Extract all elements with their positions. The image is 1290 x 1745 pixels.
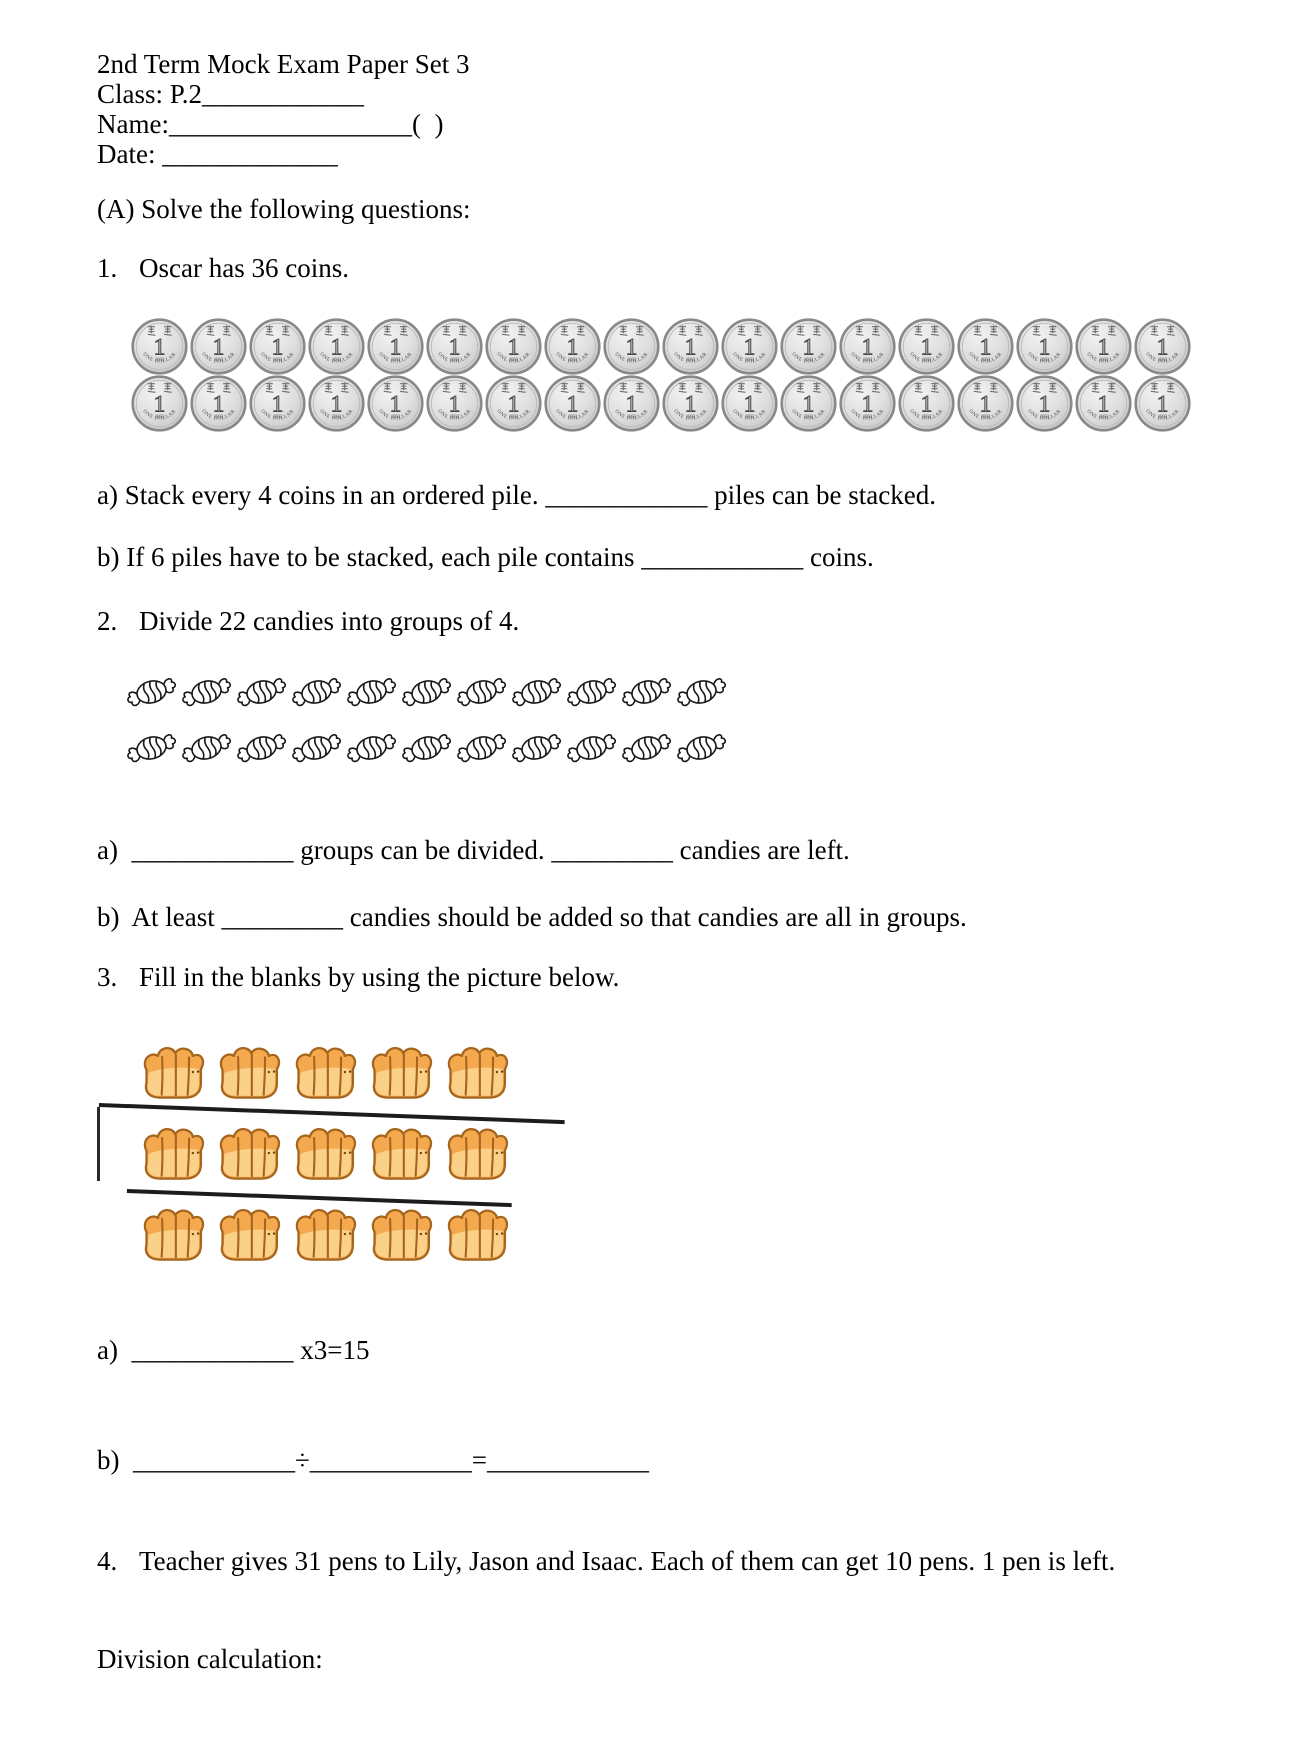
- bread-row: [138, 1123, 518, 1185]
- q2-part-a-text: a) ____________ groups can be divided. _________ candies are left.: [97, 835, 850, 865]
- candy-icon: [398, 722, 455, 774]
- coin-icon: [721, 375, 778, 432]
- bread-icon: [442, 1042, 512, 1104]
- question-3-prompt: Fill in the blanks by using the picture below.: [139, 962, 620, 992]
- bread-icon: [366, 1204, 436, 1266]
- coin-icon: [249, 318, 306, 375]
- bread-row: [138, 1042, 518, 1104]
- bread-icon: [214, 1123, 284, 1185]
- candy-icon: [398, 666, 455, 718]
- candy-icon: [508, 722, 565, 774]
- coin-icon: [898, 318, 955, 375]
- paper-header: [97, 49, 470, 169]
- question-4-line: [97, 1546, 1197, 1577]
- coin-icon: [603, 318, 660, 375]
- coin-icon: [721, 318, 778, 375]
- coin-icon: [1016, 375, 1073, 432]
- bread-icon: [290, 1204, 360, 1266]
- coin-grid: [131, 318, 1193, 432]
- candy-icon: [343, 722, 400, 774]
- coin-icon: [1016, 318, 1073, 375]
- bread-icon: [138, 1123, 208, 1185]
- question-4-number: 4.: [97, 1546, 118, 1576]
- candy-grid: [123, 666, 728, 778]
- bread-grid: [138, 1042, 518, 1285]
- coin-icon: [780, 318, 837, 375]
- coin-icon: [485, 318, 542, 375]
- bread-icon: [442, 1123, 512, 1185]
- question-2-line: [97, 606, 519, 637]
- bread-icon: [138, 1042, 208, 1104]
- candy-icon: [563, 666, 620, 718]
- bread-icon: [214, 1042, 284, 1104]
- candy-icon: [123, 722, 180, 774]
- bread-icon: [366, 1123, 436, 1185]
- coin-icon: [190, 318, 247, 375]
- candy-row: [123, 666, 728, 718]
- date-field-line: Date: _____________: [97, 139, 338, 169]
- candy-icon: [123, 666, 180, 718]
- coin-icon: [839, 318, 896, 375]
- coin-icon: [839, 375, 896, 432]
- coin-icon: [780, 375, 837, 432]
- coin-icon: [131, 375, 188, 432]
- coin-icon: [898, 375, 955, 432]
- coin-icon: [308, 318, 365, 375]
- coin-icon: [426, 318, 483, 375]
- candy-icon: [618, 722, 675, 774]
- coin-icon: [1075, 375, 1132, 432]
- question-1-line: [97, 253, 349, 284]
- coin-icon: [367, 318, 424, 375]
- coin-icon: [308, 375, 365, 432]
- coin-row: [131, 318, 1193, 375]
- bread-icon: [442, 1204, 512, 1266]
- candy-row: [123, 722, 728, 774]
- question-3-number: 3.: [97, 962, 118, 992]
- question-1-number: 1.: [97, 253, 118, 283]
- bread-row: [138, 1204, 518, 1266]
- bread-icon: [290, 1042, 360, 1104]
- q2-part-b-text: b) At least _________ candies should be added so that candies are all in groups.: [97, 902, 967, 932]
- coin-icon: [662, 318, 719, 375]
- candy-icon: [288, 666, 345, 718]
- question-2-prompt: Divide 22 candies into groups of 4.: [139, 606, 520, 636]
- candy-icon: [343, 666, 400, 718]
- coin-icon: [662, 375, 719, 432]
- q1-part-b-text: b) If 6 piles have to be stacked, each pile contains ____________ coins.: [97, 542, 874, 572]
- coin-icon: [1134, 318, 1191, 375]
- candy-icon: [178, 722, 235, 774]
- bread-icon: [290, 1123, 360, 1185]
- candy-icon: [673, 666, 730, 718]
- question-2-number: 2.: [97, 606, 118, 636]
- question-3-line: [97, 962, 619, 993]
- section-a-heading: (A) Solve the following questions:: [97, 194, 471, 224]
- candy-icon: [453, 666, 510, 718]
- bread-icon: [214, 1204, 284, 1266]
- candy-icon: [453, 722, 510, 774]
- candy-icon: [618, 666, 675, 718]
- coin-icon: [603, 375, 660, 432]
- question-4-prompt: Teacher gives 31 pens to Lily, Jason and Isaac. Each of them can get 10 pens. 1 pen is left.: [139, 1546, 1116, 1576]
- coin-icon: [367, 375, 424, 432]
- candy-icon: [233, 722, 290, 774]
- candy-icon: [563, 722, 620, 774]
- coin-icon: [249, 375, 306, 432]
- coin-icon: [544, 375, 601, 432]
- class-field-line: Class: P.2____________: [97, 79, 365, 109]
- candy-icon: [508, 666, 565, 718]
- name-field-line: Name:__________________( ): [97, 109, 444, 139]
- candy-icon: [178, 666, 235, 718]
- bread-icon: [366, 1042, 436, 1104]
- coin-icon: [190, 375, 247, 432]
- candy-icon: [288, 722, 345, 774]
- coin-icon: [957, 375, 1014, 432]
- q1-part-a-text: a) Stack every 4 coins in an ordered pile. ____________ piles can be stacked.: [97, 480, 936, 510]
- coin-icon: [485, 375, 542, 432]
- q3-part-b-text: b) ____________÷____________=____________: [97, 1445, 650, 1475]
- coin-icon: [1075, 318, 1132, 375]
- coin-icon: [1134, 375, 1191, 432]
- coin-row: [131, 375, 1193, 432]
- coin-icon: [131, 318, 188, 375]
- candy-icon: [233, 666, 290, 718]
- q3-part-a-text: a) ____________ x3=15: [97, 1335, 370, 1365]
- coin-icon: [957, 318, 1014, 375]
- question-1-prompt: Oscar has 36 coins.: [139, 253, 349, 283]
- coin-icon: [426, 375, 483, 432]
- coin-icon: [544, 318, 601, 375]
- bread-divider-left-stroke: [97, 1107, 100, 1181]
- candy-icon: [673, 722, 730, 774]
- paper-title: 2nd Term Mock Exam Paper Set 3: [97, 49, 470, 79]
- division-calculation-label: Division calculation:: [97, 1644, 323, 1674]
- bread-icon: [138, 1204, 208, 1266]
